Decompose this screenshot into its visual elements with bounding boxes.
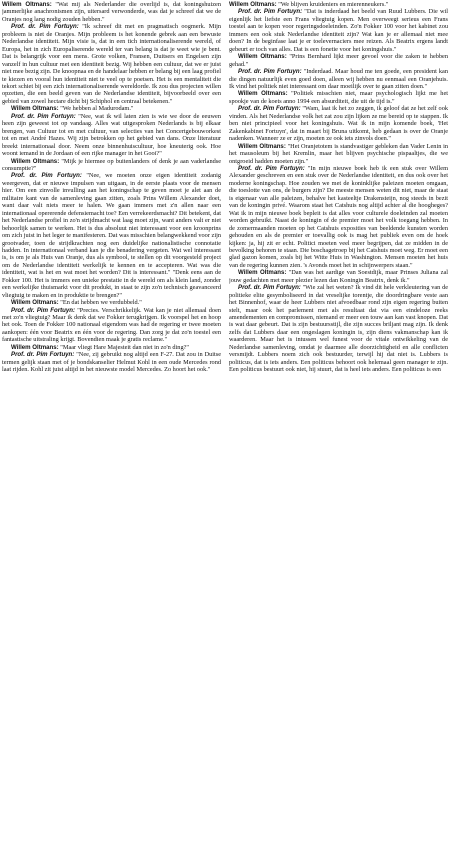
paragraph-text: "Dat is inderdaad het beeld van Ruud Lubbers. Die wil eigenlijk het liefste een Frans vliegtuig kopen. Men overweegt serieus een Frans toestel aan te kopen voor regeringsdoeleinden. Zo'n Fokker 100 voor het kabinet zou immers een ook stuk Nederlandse identiteit zijn? Wat kan je er allemaal niet mee doen? In de beginfase laat je er toelevernaciers mee reizen. Als Beatrix ergens landt gebeurt er toch van alles. Dat is een fonetie voor het koningshuis." [229, 8, 448, 53]
interview-paragraph [2, 113, 221, 158]
interview-paragraph [229, 165, 448, 269]
speaker-name: Willem Oltmans: [238, 90, 288, 98]
speaker-name: Willem Oltmans: [238, 142, 286, 150]
speaker-name: Prof. dr. Pim Fortuyn: [11, 23, 79, 31]
newspaper-page [2, 1, 448, 845]
speaker-name: Prof. dr. Pim Fortuyn: [11, 351, 75, 359]
interview-paragraph [2, 307, 221, 344]
paragraph-text: "In mijn nieuwe boek heb ik een stuk over Willem Alexander geschreven en een stuk over de Nederlandse identiteit, en dus ook over het moderne koningschap. Hoe zouden we met de koninklijke paleizen moeten omgaan, die toeslotte van ons, de burgers zijn? De meeste mensen weten dit niet, maar de staat is eigenaar van alle paleizen, behalve het kasteeltje Drakensteijn, nog steeds in bezit van de koningin privé. Waarom staat het Catshuis nog altijd achter al die hoogheges? Wat ik in mijn nieuwe boek bepleit is dat alles voor culturele doeleinden zal moeten worden gebruikt. Naast de koningin of de premier moet het volk toegang hebben. In de zomermaanden moeten op het Catshuis exposities van beeldende kunsten worden gehouden en als de premier er toevallig ook is mag het publiek even om de hoek kijken: ja, hij zit er echt. Politici moeten veel meer begrijpen, dat ze midden in de bevolking behoren te staan. Die boschagetroep bij het Catshuis moet weg. Er moet een glad gazon komen, zoals bij het Witte Huis in Washington. Mensen moeten het huis van de regering kunnen zien. 's Avonds moet het in schijnwerpers staan." [229, 164, 448, 269]
paragraph-text: "Precies. Verschrikkelijk. Wat kan je niet allemaal doen met zo'n vliegtuig? Maar ik denk dat we Fokker terugkrijgen. Ik voorspel het en hoop het ook. Toen de Fokker 100 nationaal eigendom was had de regering er twee moeten aankopen: één voor Beatrix en één voor de regering. Dan zorg je dat zo'n toestel een fantastische uitstraling krijgt. Bovendien maak je gratis reclame." [2, 306, 221, 344]
interview-paragraph [229, 284, 448, 373]
speaker-name: Willem Oltmans: [11, 105, 59, 113]
left-column [2, 1, 221, 845]
speaker-name: Willem Oltmans: [238, 269, 287, 277]
interview-paragraph [2, 23, 221, 105]
paragraph-text: "Mijk je hiermee op buitenlanders of denk je aan vaderlandse consumptie?" [2, 157, 221, 172]
interview-paragraph [229, 53, 448, 68]
speaker-name: Willem Oltmans: [11, 157, 60, 165]
interview-paragraph [229, 90, 448, 105]
paragraph-text: "Nee, zij gebruikt nog altijd een F-27. Dat zou in Duitse termen gelijk staan met of je bondskanselier Helmut Kohl in een oude Mercedes rond laat rijden. Kohl zit juist altijd in het nieuwste model Mercedes. Zo hoort het ook." [2, 351, 221, 374]
paragraph-text: "Maar vliegt Hare Majesteit dan niet in zo'n ding?" [60, 343, 189, 351]
interview-paragraph [229, 105, 448, 142]
interview-paragraph [2, 158, 221, 173]
interview-paragraph [229, 68, 448, 90]
paragraph-text: "Wam, laat ik het zo zeggen, ik geloof dat ze het zelf ook vinden. Als het Nederlandse volk het zat zou zijn lijken ze me bereid op te stappen. Ik ben niet principieel voor het koningshuis. Wat ik in mijn komende boek, 'Het Zakenkabinet Fortuyn', dat in maart bij Bruna uitkomt, heb gedaan is over de Oranje nadenken. Wanneer ze er zijn, moeten ze ook iets zinvols doen." [229, 105, 448, 143]
right-column [229, 1, 448, 845]
speaker-name: Prof. dr. Pim Fortuyn: [11, 172, 82, 180]
paragraph-text: "Dan was het aardige van Soestdijk, maar Prinses Juliana zal jouw gedachten met meer plezier lezen dan Koningin Beatrix, denk ik." [229, 269, 448, 284]
interview-paragraph [2, 351, 221, 373]
interview-paragraph [2, 344, 221, 351]
paragraph-text: "Inderdaad. Maar houd me ten goede, een president kan die dingen natuurlijk even goed doen, alleen wij hebben nu eenmaal een Oranjehuis. Ik vind het politiek niet interessant om daar moeilijk over te gaan zitten doen." [229, 68, 448, 90]
paragraph-text: "We blijven kruideniers en mierenneukers." [278, 1, 389, 8]
speaker-name: Willem Oltmans: [238, 53, 287, 61]
speaker-name: Prof. dr. Pim Fortuyn: [238, 8, 303, 16]
paragraph-text: "Nee, wat ik wil laten zien is wie we door de eeuwen heen zijn geweest tot op vandaag. Alles wat uitgesproken Nederlands is bij elkaar brengen, van Cultuur tot en met cultuur, van selecties van het Concertgebouworkest tot en met André Hazes. Wij zijn betrokken op het gebied van dans. Onze literatuur breekt internationaal door. Neem onze binnenhuiscultuur, hoe kneuterig ook. Hoe woont iemand in de Jordaan of een rijke manager in het Gooi?" [2, 112, 221, 158]
interview-paragraph [2, 1, 221, 23]
speaker-name: Willem Oltmans: [229, 1, 277, 8]
speaker-name: Prof. dr. Pim Fortuyn: [238, 105, 301, 113]
paragraph-text: "Het Oranjetotem is standvastiger gebleken dan Vader Lenin in het mausoleum bij het Kremlin, maar het blijven psychische pispaaltjes, die we ontgroeid hadden moeten zijn." [229, 142, 448, 165]
interview-paragraph [229, 1, 448, 8]
speaker-name: Prof. dr. Pim Fortuyn: [238, 164, 305, 172]
interview-paragraph [229, 143, 448, 165]
interview-paragraph [2, 105, 221, 112]
speaker-name: Willem Oltmans: [2, 1, 52, 8]
speaker-name: Prof. dr. Pim Fortuyn: [238, 284, 301, 292]
paragraph-text: "Nee, we moeten onze eigen identiteit zodanig weergeven, dat er nieuwe impulsen van uitgaan, in de eerste plaats voor de mensen hier. Om een zinvolle invulling aan het koningschap te geven moet je alet aan de militaire kant van de samenleving gaan zitten, zoals Prins Willem Alexander doet, want daar valt niets meer te halen. We gaan immers met z'n allen naar een internationaal opererende defensiemacht toe? Een verrekeerdsmacht? Dit betekent, dat het Nederlandse profiel in zo'n strijdmacht wat laag moet zijn, want anders valt er niet behoorlijk samen te werken. Het is dus absoluut niet interessant voor een kroonprins om zich juist in het leger te manifesteren. Dat was misschien belangwekkend voor zijn grootvader, toen de strijdkrachten nog een duidelijke nationalistische connotatie hadden. In internationaal verband kan je die benadering vergeten. Wat wel interessant is, is om je als Huis van Oranje, dus als symbool, te stellen op dit voorgesteld project om de Nederlandse identiteit werkelijk te kennen en te accepteren. Wat was die identiteit, wat is het en wat moet het worden? Dit is interessant." "Denk eens aan de Fokker 100. Het is immers een unieke prestatie in de wereld om als klein land, zonder een werkelijke thuismarkt voor dit produkt, in staat te zijn zo'n technisch geavanceerd vliegtuig te maken en in produktie te brengen?" [2, 172, 221, 299]
interview-paragraph [2, 172, 221, 299]
speaker-name: Willem Oltmans: [11, 299, 59, 307]
interview-paragraph [229, 269, 448, 284]
paragraph-text: "En dat hebben we verdubbeld." [60, 299, 142, 307]
interview-paragraph [229, 8, 448, 53]
paragraph-text: "Ik schreef dit met en pragmatisch oogmerk. Mijn probleem is niet de Oranjes. Mijn probleem is het konende gebrek aan een bewuste Nederlandse identiteit. Mijn visie is, dat in een tich internationaliserende wereld, of Europa, het in zich Europaliserende wereld ter van belang is dat je weet wie je bent. Dat is belangrijk voor een mens. Grote volken, Fransen, Duitsers en Engelsen zijn vanzelf in hun cultuur met een identiteit bezig. Wij hebben een cultuur, dat we er juist niet mee bezig zijn. De knoopnaa en de handelaar hebben er belang bij een laag profiel te kiezen en vooral hun identiteit niet te veel op te poetsen. Het is een mentaliteit die tekort schiet bij een zich internationaliserende wereldorde. Ik zou dus projecten willen opzetten, die een beeld geven van de Nederlandse identiteit, bijvoorbeeld over een gebied van zowel hectare dicht bij Schiphol en centraal betekenen." [2, 23, 221, 105]
paragraph-text: "We hebben al Madurodam." [60, 105, 134, 113]
interview-paragraph [2, 299, 221, 306]
speaker-name: Prof. dr. Pim Fortuyn: [11, 112, 76, 120]
paragraph-text: "Politiek misschien niet, maar psychologisch lijkt me het spookje van de koets anno 1994 een absurditeit, die uit de tijd is." [229, 90, 448, 105]
paragraph-text: "Wie zal het weten? Ik vind dit hele verkleutering van de politieke elite gesymboliseerd in dat vreselijke torentje, die doordringbare veste aan het Binnenhof, waar de heer Lubbers niet afvoedbaar rond zijn eigen regering buiten stelt, maar ook het parlement met als resultaat dat via een eindeloze reeks amendementen en compromissen, niemand er meer een touw aan kan vast knopen. Dat is wat daar gebeurt. Dat is zijn bestuursstijl, die zijn succes briljant mag zijn. Ik denk zelfs dat Lubbers daar een ongeslagen koningin is, zijn diens vakmanschap kan ik waarderen. Maar het is intussen wel funest voor de vitale ontwikkeling van de Nederlandse samenleving, omdat je daarmee alle doorzichtigheid en alle conflicten versmijdt. Lubbers noem zich ook bestuurder, terwijl hij dat niet is. Lubbers is politicus, dat is iets anders. Een politicus behoort ook helemaal geen manager te zijn. Een politicus bestuurt ook niet, hij stuurt, dat is heel iets anders. Een politicus is een [229, 284, 448, 374]
paragraph-text: "Prins Bernhard lijkt meer gevoel voor die zaken te hebben gehad." [229, 53, 448, 68]
paragraph-text: "Wat mij als Nederlander die overlijd is, dat koningshuizen jammerlijke anachronismen zijn, uitersard verwonderde, was dat je schreef dat we de Oranjes nog lang nodig zouden hebben." [2, 1, 221, 23]
speaker-name: Willem Oltmans: [11, 343, 59, 351]
speaker-name: Prof. dr. Pim Fortuyn: [11, 306, 76, 314]
speaker-name: Prof. dr. Pim Fortuyn: [238, 68, 302, 76]
